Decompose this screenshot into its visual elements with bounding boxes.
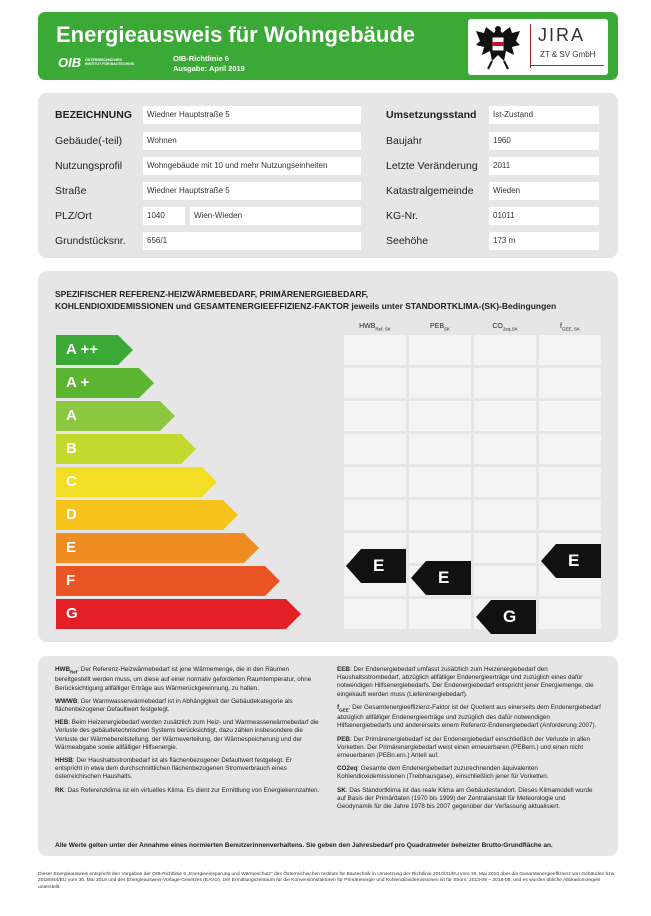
richtlinie-info bbox=[173, 54, 245, 74]
richtlinie-ausgabe: Ausgabe: April 2019 bbox=[173, 64, 245, 73]
rating-cell bbox=[539, 599, 601, 629]
header-banner bbox=[38, 12, 618, 80]
energy-class-a bbox=[56, 401, 176, 431]
label-bezeichnung: BEZEICHNUNG bbox=[55, 109, 133, 121]
glossary-entry: WWWB: Der Warmwasserwärmebedarf ist in Abhängigkeit der Gebäudekategorie als flächenbezogener Defaultwert festgelegt. bbox=[55, 697, 293, 714]
energy-class-label: A ++ bbox=[66, 341, 98, 358]
company-subtitle: ZT & SV GmbH bbox=[540, 50, 596, 59]
logo-divider bbox=[530, 24, 531, 68]
glossary-left-column bbox=[55, 666, 320, 800]
energy-class-aplus bbox=[56, 368, 155, 398]
rating-cell bbox=[409, 335, 471, 365]
label-seehoehe: Seehöhe bbox=[386, 235, 429, 247]
logo-underline bbox=[530, 65, 604, 66]
rating-cell bbox=[539, 401, 601, 431]
rating-cell bbox=[409, 434, 471, 464]
energy-class-d bbox=[56, 500, 239, 530]
value-seehoehe: 173 m bbox=[489, 232, 599, 250]
rating-marker-label: G bbox=[503, 607, 517, 627]
value-grundstuecksnr: 656/1 bbox=[143, 232, 361, 250]
label-baujahr: Baujahr bbox=[386, 135, 423, 147]
rating-cell bbox=[344, 434, 406, 464]
rating-cell bbox=[474, 467, 536, 497]
label-umsetzungsstand: Umsetzungsstand bbox=[386, 109, 477, 121]
rating-cell bbox=[539, 368, 601, 398]
glossary-entry: HHSB: Der Haushaltsstrombedarf ist als flächenbezogener Defaultwert festgelegt. Er entspricht in etwa dem durchschnittlichen flächenbezogenen Stromverbrauch eines österreichischen Haushalts. bbox=[55, 757, 292, 781]
column-header-peb: $PEB_{SK}$ bbox=[429, 323, 451, 332]
rating-column bbox=[344, 334, 406, 631]
value-umsetzungsstand: Ist-Zustand bbox=[489, 106, 599, 124]
rating-cell bbox=[409, 467, 471, 497]
energy-class-label: F bbox=[66, 572, 76, 589]
value-kg-nr: 01011 bbox=[489, 207, 599, 225]
glossary-entry: PEB: Der Primärenergiebedarf ist der Endenergiebedarf einschließlich der Verluste in allen Vorketten. Der Primärenergiebedarf weist einen erneuerbaren (PEBern.) und einen nicht erneuerbaren (PEBn.ern.) Anteil auf. bbox=[337, 735, 591, 760]
label-grundstuecksnr: Grundstücksnr. bbox=[55, 235, 126, 247]
column-header-hwb: $HWB_{Ref, SK}$ bbox=[359, 323, 391, 332]
glossary-panel bbox=[38, 656, 618, 856]
rating-marker-label: E bbox=[568, 551, 580, 571]
label-plz-ort: PLZ/Ort bbox=[55, 210, 92, 222]
energy-class-label: A bbox=[66, 407, 77, 424]
rating-cell bbox=[344, 599, 406, 629]
energy-class-e bbox=[56, 533, 260, 563]
value-gebaeude: Wohnen bbox=[143, 132, 361, 150]
energy-class-aplusplus bbox=[56, 335, 134, 365]
glossary-entry: SK: Das Standortklima ist das reale Klima am Gebäudestandort. Dieses Klimamodell wurde auf Basis der Primärdaten (1970 bis 1999) der Zentralanstalt für Meteorologie und Geodynamik für die Jahre 1978 bis 2007 gegenüber der Verfassung aktualisiert. bbox=[337, 786, 593, 811]
label-nutzungsprofil: Nutzungsprofil bbox=[55, 160, 123, 172]
rating-cell bbox=[409, 533, 471, 563]
energy-class-label: B bbox=[66, 440, 77, 457]
value-ort: Wien-Wieden bbox=[190, 207, 361, 225]
rating-marker-hwb bbox=[346, 549, 406, 583]
oib-logo-subtitle: ÖSTERREICHISCHES INSTITUT FÜR BAUTECHNIK bbox=[85, 58, 135, 67]
rating-cell bbox=[539, 335, 601, 365]
value-letzte-veraenderung: 2011 bbox=[489, 157, 599, 175]
label-kg-nr: KG-Nr. bbox=[386, 210, 419, 222]
richtlinie-name: OIB-Richtlinie 6 bbox=[173, 54, 229, 63]
rating-cell bbox=[539, 434, 601, 464]
energy-class-label: C bbox=[66, 473, 77, 490]
label-letzte-veraenderung: Letzte Veränderung bbox=[386, 160, 478, 172]
glossary-entry: HEB: Beim Heizenergiebedarf werden zusätzlich zum Heiz- und Warmwasserwärmebedarf die Verluste des gebäudetechnischen Systems berücksichtigt, dazu zählen insbesondere die Verluste der Wärmebereitstellung, der Wärmeverteilung, der Wärmespeicherung und der Wärmeabgabe sowie allfälliger Hilfsenergie. bbox=[55, 719, 319, 751]
legal-footer: Dieser Energieausweis entspricht den Vorgaben der OIB-Richtlinie 6 „Energieeinsparung und Wärmeschutz“ des Österreichischen Instituts für Bautechnik in Umsetzung der Richtlinie 2010/31/EU vom 19. Mai 2010 über die Gesamtenergieeffizienz von Gebäuden bzw. 2018/844/EU vom 30. Mai 2018 und des Energieausweis-Vorlage-Gesetzes (EAVG). Der Ermittlungszeitraum für die Konversionsfaktoren für Primärenergie und Kohlendioxidemissionen ist für Strom: 2013-09 – 2018-08, und es wurden übliche Allokationsregeln unterstellt. bbox=[38, 872, 616, 890]
glossary-footnote: Alle Werte gelten unter der Annahme eines normierten Benutzerinnenverhaltens. Sie geben den Jahresbedarf pro Quadratmeter beheizter Brutto-Grundfläche an. bbox=[55, 842, 553, 849]
label-strasse: Straße bbox=[55, 185, 87, 197]
rating-marker-co bbox=[476, 600, 536, 634]
rating-cell bbox=[344, 401, 406, 431]
rating-cell bbox=[409, 500, 471, 530]
column-header-co: $CO_{2eq,SK}$ bbox=[492, 323, 518, 332]
rating-cell bbox=[474, 401, 536, 431]
energy-class-label: D bbox=[66, 506, 77, 523]
rating-cell bbox=[539, 500, 601, 530]
oib-logo bbox=[58, 55, 148, 75]
value-bezeichnung: Wiedner Hauptstraße 5 bbox=[143, 106, 361, 124]
rating-cell bbox=[344, 368, 406, 398]
rating-cell bbox=[474, 566, 536, 596]
rating-cell bbox=[474, 500, 536, 530]
rating-marker-peb bbox=[411, 561, 471, 595]
scale-heading-line-2: KOHLENDIOXIDEMISSIONEN und GESAMTENERGIEEFFIZIENZ-FAKTOR jeweils unter STANDORTKLIMA-(SK)-Bedingungen bbox=[55, 301, 557, 311]
company-name: JIRA bbox=[538, 25, 586, 45]
label-katastralgemeinde: Katastralgemeinde bbox=[386, 185, 474, 197]
rating-cell bbox=[409, 401, 471, 431]
rating-cell bbox=[344, 335, 406, 365]
glossary-entry: RK: Das Referenzklima ist ein virtuelles Klima. Es dient zur Ermittlung von Energiekennzahlen. bbox=[55, 786, 320, 794]
rating-cell bbox=[539, 467, 601, 497]
glossary-entry: CO2eq: Gesamte dem Endenergiebedarf zuzurechnenden äquivalenten Kohlendioxidemissionen (Treibhausgase), einschließlich jener für Vorketten. bbox=[337, 765, 549, 781]
rating-cell bbox=[409, 368, 471, 398]
rating-cell bbox=[344, 500, 406, 530]
glossary-right-column bbox=[337, 666, 602, 816]
page-title: Energieausweis für Wohngebäude bbox=[56, 22, 415, 47]
rating-column bbox=[474, 334, 536, 631]
company-logo bbox=[468, 19, 608, 75]
scale-heading-line-1: SPEZIFISCHER REFERENZ-HEIZWÄRMEBEDARF, PRIMÄRENERGIEBEDARF, bbox=[55, 289, 369, 299]
energy-class-label: A + bbox=[66, 374, 90, 391]
energy-class-c bbox=[56, 467, 218, 497]
value-nutzungsprofil: Wohngebäude mit 10 und mehr Nutzungseinheiten bbox=[143, 157, 361, 175]
column-header-f: $f_{GEE, SK}$ bbox=[560, 323, 580, 332]
rating-marker-f bbox=[541, 544, 601, 578]
building-info-panel bbox=[38, 93, 618, 258]
value-baujahr: 1960 bbox=[489, 132, 599, 150]
rating-marker-label: E bbox=[373, 556, 385, 576]
rating-cell bbox=[474, 335, 536, 365]
energy-scale-panel bbox=[38, 271, 618, 642]
rating-cell bbox=[344, 467, 406, 497]
energy-class-b bbox=[56, 434, 197, 464]
scale-heading bbox=[55, 288, 556, 312]
energy-class-g bbox=[56, 599, 302, 629]
value-strasse: Wiedner Hauptstraße 5 bbox=[143, 182, 361, 200]
value-katastralgemeinde: Wieden bbox=[489, 182, 599, 200]
rating-marker-label: E bbox=[438, 567, 450, 587]
label-gebaeude: Gebäude(-teil) bbox=[55, 135, 123, 147]
glossary-entry: $f_{GEE}$: Der Gesamtenergieeffizienz-Faktor ist der Quotient aus einerseits dem Endenergiebedarf abzüglich allfälliger Endenergieerträge und zuzüglich des dafür notwendigen Hilfsenergiebedarfs und andererseits einem Referenz-Endenergiebedarf (Anforderung 2007). bbox=[337, 703, 601, 730]
rating-column bbox=[539, 334, 601, 631]
eagle-icon bbox=[472, 21, 524, 73]
oib-logo-text: OIB bbox=[58, 55, 82, 70]
glossary-entry: $HWB_{Ref}$: Der Referenz-Heizwärmebedarf ist jene Wärmemenge, die in den Räumen bereitgestellt werden muss, um diese auf einer normativ geforderten Raumtemperatur, ohne Berücksichtigung allfälliger Erträge aus Wärmerückgewinnung, zu halten. bbox=[55, 666, 312, 692]
energy-class-f bbox=[56, 566, 281, 596]
rating-cell bbox=[474, 434, 536, 464]
glossary-entry: EEB: Der Endenergiebedarf umfasst zusätzlich zum Heizenergiebedarf den Haushaltsstrombedarf, abzüglich allfälliger Endenergieerträge und zuzüglich eines dafür notwendigen Hilfsenergiebedarfs. Der Endenergiebedarf entspricht jener Energiemenge, die eingekauft werden muss (Lieferenergiebedarf). bbox=[337, 666, 594, 698]
value-plz: 1040 bbox=[143, 207, 185, 225]
energy-class-label: G bbox=[66, 605, 78, 622]
energy-class-label: E bbox=[66, 539, 77, 556]
rating-cell bbox=[474, 368, 536, 398]
rating-cell bbox=[409, 599, 471, 629]
rating-cell bbox=[474, 533, 536, 563]
